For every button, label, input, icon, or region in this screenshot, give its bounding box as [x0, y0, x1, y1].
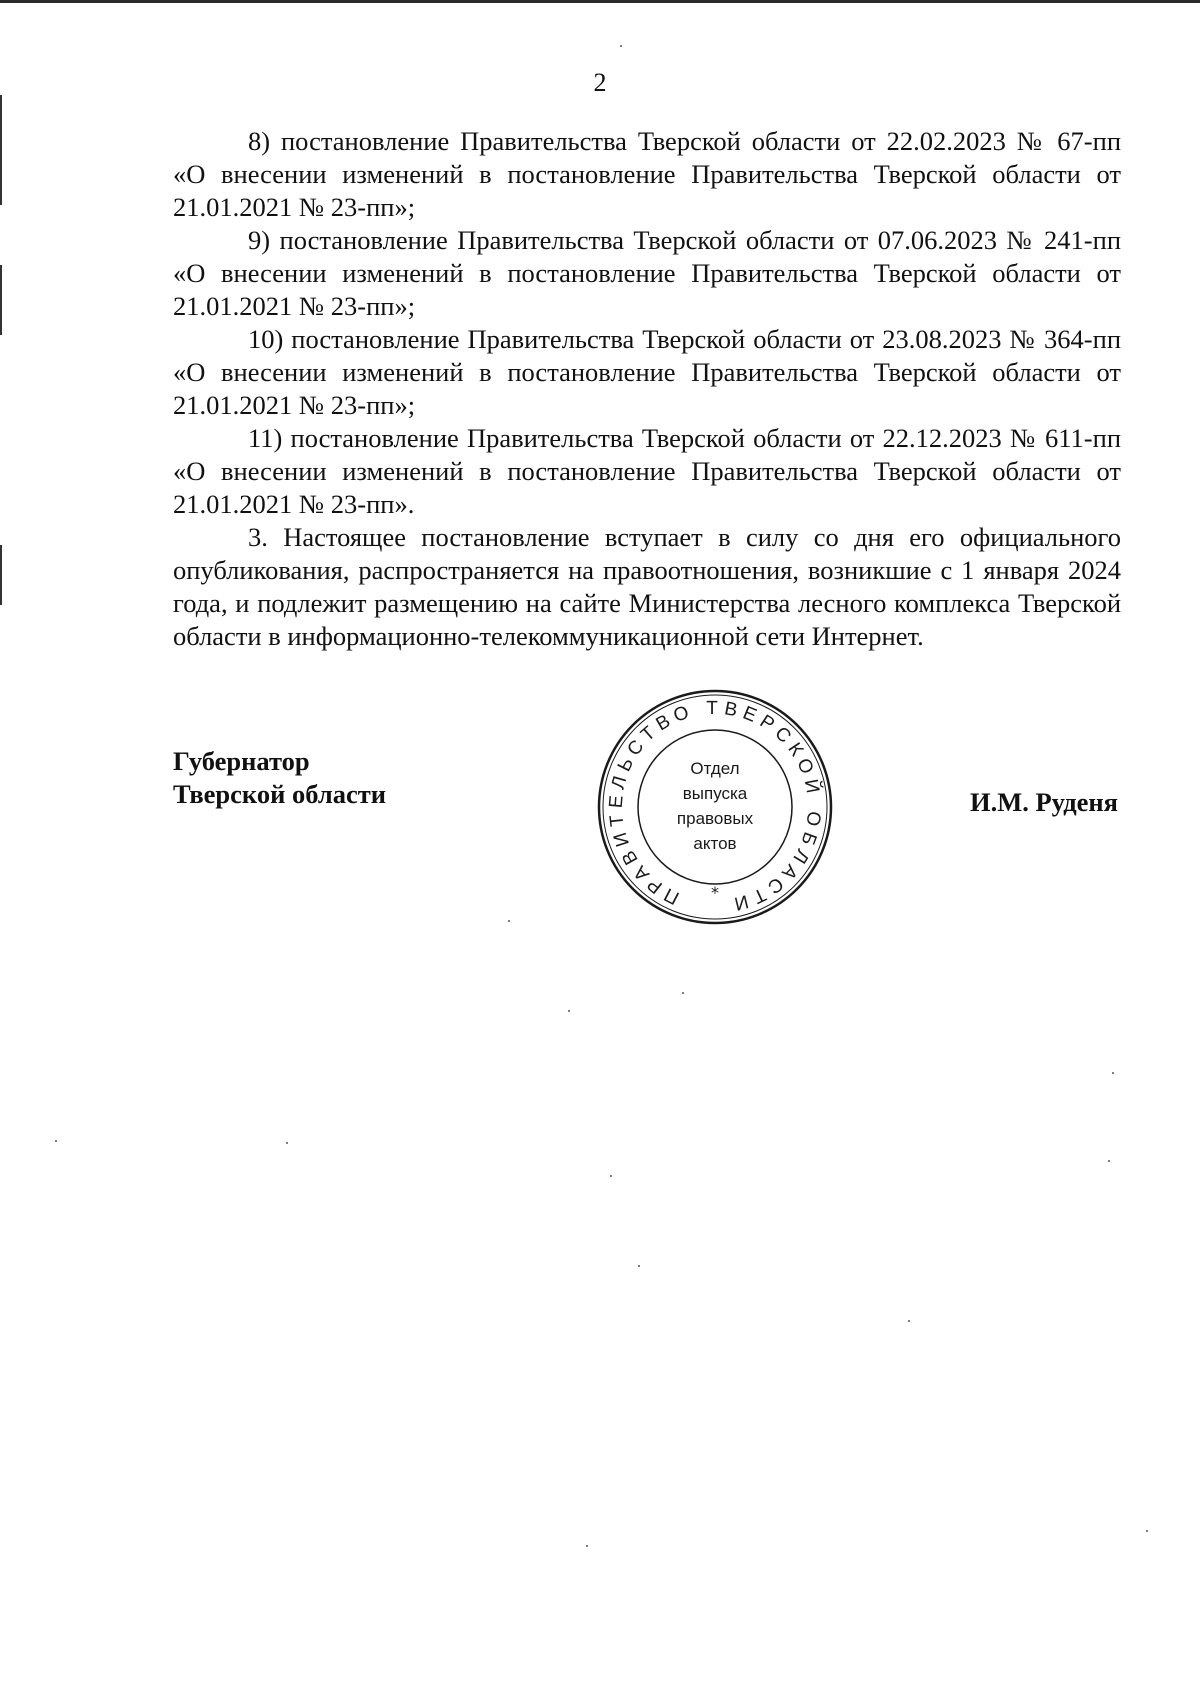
scan-speck	[682, 992, 684, 994]
scan-left-mark	[0, 545, 2, 605]
scan-speck	[55, 1140, 57, 1142]
document-body	[173, 125, 1121, 653]
seal-center-text: правовых	[676, 809, 754, 828]
list-item: 9) постановление Правительства Тверской области от 07.06.2023 № 241-пп «О внесении изменений в постановление Правительства Тверской области от 21.01.2021 № 23-пп»;	[173, 225, 1121, 321]
signature-title	[173, 745, 386, 811]
seal-center-text: выпуска	[682, 784, 748, 803]
page-number: 2	[593, 68, 607, 97]
scan-speck	[610, 1175, 612, 1177]
scan-speck	[586, 1545, 588, 1547]
official-seal	[596, 688, 834, 926]
scan-speck	[1108, 1160, 1110, 1162]
seal-center-text: актов	[693, 834, 737, 853]
clause-3-paragraph: 3. Настоящее постановление вступает в силу со дня его официального опубликования, распространяется на правоотношения, возникшие с 1 января 2024 года, и подлежит размещению на сайте Министерства лесного комплекса Тверской области в информационно-телекоммуникационной сети Интернет.	[173, 522, 1121, 651]
signatory-name: И.М. Руденя	[969, 787, 1118, 817]
scan-speck	[1146, 1530, 1148, 1532]
signatory-region: Тверской области	[173, 779, 386, 809]
signatory-position: Губернатор	[173, 746, 310, 776]
scan-speck	[620, 45, 622, 47]
scan-speck	[638, 1265, 640, 1267]
scan-left-mark	[0, 95, 2, 205]
list-item: 10) постановление Правительства Тверской области от 23.08.2023 № 364-пп «О внесении изменений в постановление Правительства Тверской области от 21.01.2021 № 23-пп»;	[173, 324, 1121, 420]
seal-inner-ring	[638, 730, 792, 884]
scan-speck	[1112, 1072, 1114, 1074]
scan-left-mark	[0, 265, 2, 335]
seal-ring-text: ПРАВИТЕЛЬСТВО ТВЕРСКОЙ ОБЛАСТИ	[605, 697, 825, 916]
scan-speck	[508, 920, 510, 922]
list-item: 11) постановление Правительства Тверской области от 22.12.2023 № 611-пп «О внесении изменений в постановление Правительства Тверской области от 21.01.2021 № 23-пп».	[173, 423, 1121, 519]
scan-speck	[568, 1010, 570, 1012]
seal-center-text: Отдел	[690, 759, 740, 778]
list-item: 8) постановление Правительства Тверской области от 22.02.2023 № 67-пп «О внесении изменений в постановление Правительства Тверской области от 21.01.2021 № 23-пп»;	[173, 126, 1121, 222]
scan-speck	[908, 1320, 910, 1322]
scan-top-edge	[0, 0, 1200, 3]
seal-star: *	[711, 883, 719, 902]
scan-speck	[286, 1142, 288, 1144]
